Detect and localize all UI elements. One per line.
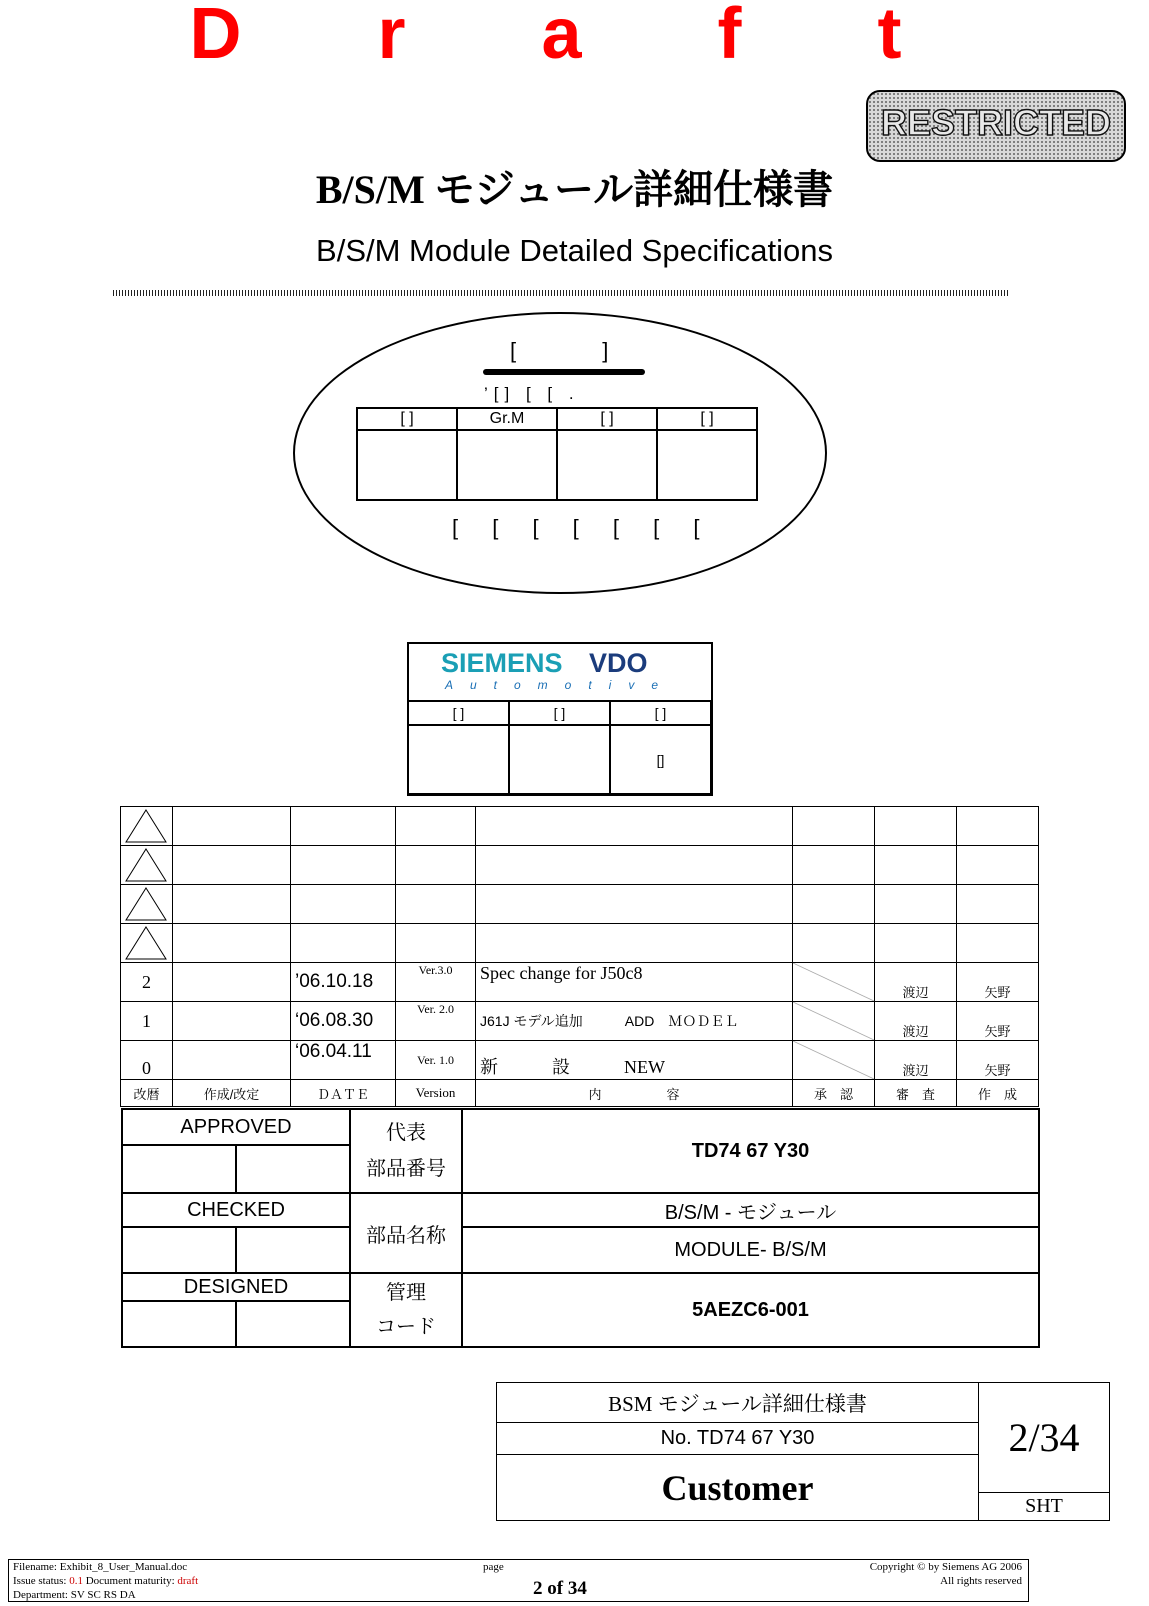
- rev-approve-cell: [793, 1041, 875, 1080]
- maturity-prefix: Document maturity:: [82, 1575, 178, 1587]
- sheet-number: 2/34: [979, 1383, 1110, 1493]
- oval-col-1: [ ]: [357, 408, 457, 430]
- page-footer: [8, 1559, 1029, 1602]
- rev-version: Ver. 1.0: [396, 1041, 476, 1080]
- mgmt-code-value: 5AEZC6-001: [462, 1273, 1039, 1347]
- rev-content: Spec change for J50c8: [476, 963, 793, 1002]
- header-author: 作成/改定: [173, 1080, 291, 1107]
- siemens-signature-table: [407, 700, 712, 795]
- header-rev: 改暦: [121, 1080, 173, 1107]
- revision-header-row: [121, 1080, 1039, 1107]
- approved-sign-cell: [122, 1145, 236, 1193]
- rev-version: Ver. 2.0: [396, 1002, 476, 1041]
- footer-page-value: 2 of 34: [533, 1578, 587, 1599]
- footer-page-label: page: [483, 1561, 504, 1573]
- checked-sign-cell: [236, 1227, 350, 1273]
- oval-col-2: Gr.M: [457, 408, 557, 430]
- part-name-label: 部品名称: [350, 1193, 462, 1273]
- rev-date: ‘06.04.11: [291, 1041, 396, 1080]
- doc-title: BSM モジュール詳細仕様書: [497, 1383, 979, 1423]
- part-number-label: 代表 部品番号: [350, 1109, 462, 1193]
- revision-row-2: [121, 963, 1039, 1002]
- revision-row-empty: [121, 807, 1039, 846]
- header-content: 内 容: [476, 1080, 793, 1107]
- sheet-info-box: [496, 1382, 1110, 1521]
- header-date: ＤＡＴＥ: [291, 1080, 396, 1107]
- rev-reviewer: 渡辺: [875, 1041, 957, 1080]
- designed-sign-cell: [122, 1301, 236, 1347]
- rev-creator: 矢野: [957, 1002, 1039, 1041]
- oval-sign-cell: [357, 430, 457, 500]
- designed-label: DESIGNED: [122, 1273, 350, 1301]
- mgmt-code-label: 管理 コード: [350, 1273, 462, 1347]
- rev-creator: 矢野: [957, 1041, 1039, 1080]
- oval-sign-cell: [557, 430, 657, 500]
- oval-sign-cell: [457, 430, 557, 500]
- checked-sign-cell: [122, 1227, 236, 1273]
- sv-col-1: [ ]: [408, 701, 509, 725]
- logo-automotive: Automotive: [444, 678, 676, 692]
- revision-table: [120, 806, 1039, 1107]
- rev-number: 0: [121, 1041, 173, 1080]
- part-number-value: TD74 67 Y30: [462, 1109, 1039, 1193]
- footer-filename: Filename: Exhibit_8_User_Manual.doc: [13, 1561, 188, 1573]
- triangle-icon: [125, 809, 167, 843]
- approved-label: APPROVED: [122, 1109, 350, 1145]
- sv-sign-cell: [408, 725, 509, 794]
- header-approve: 承 認: [793, 1080, 875, 1107]
- issue-value: 0.1: [69, 1575, 83, 1587]
- issue-prefix: Issue status:: [13, 1575, 70, 1587]
- header-review: 審 査: [875, 1080, 957, 1107]
- triangle-icon: [125, 887, 167, 921]
- checked-label: CHECKED: [122, 1193, 350, 1227]
- draft-watermark: D r a f t: [189, 0, 960, 74]
- rev-triangle-cell: [121, 807, 173, 846]
- rev-number: 1: [121, 1002, 173, 1041]
- rev-triangle-cell: [121, 924, 173, 963]
- rev-reviewer: 渡辺: [875, 963, 957, 1002]
- oval-footer: [ [ [ [ [ [ [: [452, 515, 714, 540]
- revision-row-empty: [121, 924, 1039, 963]
- rev-approve-cell: [793, 963, 875, 1002]
- triangle-icon: [125, 926, 167, 960]
- footer-issue-status: [13, 1574, 198, 1588]
- customer-label: Customer: [497, 1455, 979, 1521]
- siemens-vdo-logo: [441, 647, 679, 677]
- logo-vdo-text: VDO: [589, 648, 648, 677]
- rev-number: 2: [121, 963, 173, 1002]
- maturity-value: draft: [177, 1575, 199, 1587]
- revision-row-empty: [121, 885, 1039, 924]
- part-name-jp: B/S/M - モジュール: [462, 1193, 1039, 1227]
- restricted-label: RESTRICTED: [880, 102, 1111, 143]
- rev-date: ‘06.08.30: [291, 1002, 396, 1041]
- designed-sign-cell: [236, 1301, 350, 1347]
- rev-reviewer: 渡辺: [875, 1002, 957, 1041]
- rev-content: J61J モデル追加 ADD ＭＯＤＥＬ: [476, 1002, 793, 1041]
- header-create: 作 成: [957, 1080, 1039, 1107]
- rev-date: ’06.10.18: [291, 963, 396, 1002]
- rev-content: 新 設 NEW: [476, 1041, 793, 1080]
- oval-subtitle: ’[] [ [ .: [484, 384, 580, 403]
- rev-creator: 矢野: [957, 963, 1039, 1002]
- sv-sign-cell: []: [610, 725, 711, 794]
- triangle-icon: [125, 848, 167, 882]
- revision-row-1: [121, 1002, 1039, 1041]
- sht-label: SHT: [979, 1493, 1110, 1521]
- oval-bar: [483, 369, 645, 375]
- logo-siemens-text: SIEMENS: [441, 648, 563, 677]
- oval-title: [ ]: [510, 338, 649, 363]
- oval-col-3: [ ]: [557, 408, 657, 430]
- restricted-stamp: [866, 90, 1126, 162]
- part-name-en: MODULE- B/S/M: [462, 1227, 1039, 1273]
- oval-signature-table: [356, 407, 758, 501]
- footer-rights: All rights reserved: [940, 1575, 1022, 1587]
- sv-col-2: [ ]: [509, 701, 610, 725]
- document-title-en: B/S/M Module Detailed Specifications: [316, 233, 833, 268]
- approved-sign-cell: [236, 1145, 350, 1193]
- footer-department: Department: SV SC RS DA: [13, 1589, 136, 1601]
- rev-approve-cell: [793, 1002, 875, 1041]
- doc-number: No. TD74 67 Y30: [497, 1423, 979, 1455]
- sv-col-3: [ ]: [610, 701, 711, 725]
- rev-triangle-cell: [121, 885, 173, 924]
- revision-row-0: [121, 1041, 1039, 1080]
- oval-col-4: [ ]: [657, 408, 757, 430]
- oval-sign-cell: [657, 430, 757, 500]
- approval-block: [121, 1108, 1040, 1348]
- footer-copyright: Copyright © by Siemens AG 2006: [869, 1561, 1022, 1573]
- revision-row-empty: [121, 846, 1039, 885]
- rev-version: Ver.3.0: [396, 963, 476, 1002]
- rev-triangle-cell: [121, 846, 173, 885]
- title-divider: [113, 290, 1010, 296]
- document-title-jp: B/S/M モジュール詳細仕様書: [315, 167, 834, 212]
- header-version: Version: [396, 1080, 476, 1107]
- sv-sign-cell: [509, 725, 610, 794]
